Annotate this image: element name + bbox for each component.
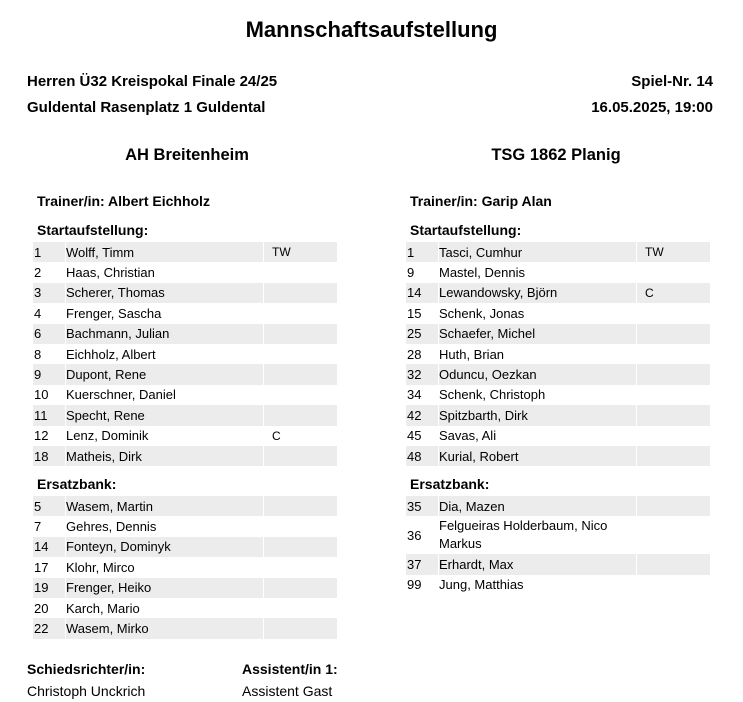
player-row bbox=[406, 262, 710, 282]
player-role bbox=[637, 575, 710, 595]
player-row bbox=[33, 446, 337, 466]
player-row bbox=[33, 385, 337, 405]
player-name: Klohr, Mirco bbox=[66, 557, 263, 577]
player-row bbox=[33, 303, 337, 323]
player-role bbox=[264, 385, 337, 405]
away-starting-label: Startaufstellung: bbox=[410, 222, 522, 238]
player-role bbox=[637, 324, 710, 344]
player-row bbox=[33, 283, 337, 303]
player-name: Haas, Christian bbox=[66, 262, 263, 282]
player-name: Fonteyn, Dominyk bbox=[66, 537, 263, 557]
player-row bbox=[33, 598, 337, 618]
match-datetime: 16.05.2025, 19:00 bbox=[591, 99, 713, 116]
player-number: 34 bbox=[406, 385, 438, 405]
player-name: Erhardt, Max bbox=[439, 554, 636, 574]
player-role bbox=[264, 364, 337, 384]
player-role bbox=[264, 516, 337, 536]
player-number: 7 bbox=[33, 516, 65, 536]
player-name: Matheis, Dirk bbox=[66, 446, 263, 466]
player-number: 2 bbox=[33, 262, 65, 282]
player-role: C bbox=[637, 283, 710, 303]
home-starting-table bbox=[33, 242, 337, 466]
player-number: 99 bbox=[406, 575, 438, 595]
player-role bbox=[264, 618, 337, 638]
player-row bbox=[406, 364, 710, 384]
player-row bbox=[33, 557, 337, 577]
player-name: Karch, Mario bbox=[66, 598, 263, 618]
player-row bbox=[406, 324, 710, 344]
player-number: 10 bbox=[33, 385, 65, 405]
player-role bbox=[264, 578, 337, 598]
player-role bbox=[637, 344, 710, 364]
player-role bbox=[637, 426, 710, 446]
page-title: Mannschaftsaufstellung bbox=[245, 17, 498, 42]
player-role: TW bbox=[637, 242, 710, 262]
player-number: 1 bbox=[33, 242, 65, 262]
away-trainer: Trainer/in: Garip Alan bbox=[410, 193, 552, 209]
player-row bbox=[33, 405, 337, 425]
player-number: 6 bbox=[33, 324, 65, 344]
player-role bbox=[637, 446, 710, 466]
player-number: 12 bbox=[33, 426, 65, 446]
player-name: Spitzbarth, Dirk bbox=[439, 405, 636, 425]
player-name: Oduncu, Oezkan bbox=[439, 364, 636, 384]
player-row bbox=[406, 496, 710, 516]
player-number: 4 bbox=[33, 303, 65, 323]
home-trainer: Trainer/in: Albert Eichholz bbox=[37, 193, 210, 209]
player-name: Schenk, Jonas bbox=[439, 303, 636, 323]
player-number: 20 bbox=[33, 598, 65, 618]
player-role: C bbox=[264, 426, 337, 446]
referee-label: Schiedsrichter/in: bbox=[27, 661, 146, 677]
player-row bbox=[33, 618, 337, 638]
player-role bbox=[264, 496, 337, 516]
away-starting-table bbox=[406, 242, 710, 466]
player-row bbox=[406, 575, 710, 595]
player-number: 36 bbox=[406, 516, 438, 554]
player-row bbox=[406, 283, 710, 303]
player-row bbox=[33, 262, 337, 282]
player-role bbox=[637, 554, 710, 574]
player-name: Wolff, Timm bbox=[66, 242, 263, 262]
player-role bbox=[264, 344, 337, 364]
player-name: Scherer, Thomas bbox=[66, 283, 263, 303]
player-role bbox=[637, 385, 710, 405]
player-role bbox=[264, 557, 337, 577]
referee-name: Christoph Unckrich bbox=[27, 683, 146, 699]
player-row bbox=[33, 364, 337, 384]
player-number: 11 bbox=[33, 405, 65, 425]
player-number: 17 bbox=[33, 557, 65, 577]
player-name: Eichholz, Albert bbox=[66, 344, 263, 364]
player-number: 1 bbox=[406, 242, 438, 262]
away-team-name: TSG 1862 Planig bbox=[491, 146, 621, 164]
player-row bbox=[33, 324, 337, 344]
player-row bbox=[406, 242, 710, 262]
player-name: Frenger, Sascha bbox=[66, 303, 263, 323]
player-number: 28 bbox=[406, 344, 438, 364]
player-row bbox=[33, 496, 337, 516]
player-name: Felgueiras Holderbaum, Nico Markus bbox=[439, 516, 636, 554]
player-number: 5 bbox=[33, 496, 65, 516]
player-role bbox=[264, 324, 337, 344]
player-row bbox=[406, 344, 710, 364]
player-row bbox=[33, 344, 337, 364]
player-row bbox=[406, 385, 710, 405]
player-number: 19 bbox=[33, 578, 65, 598]
player-role bbox=[264, 537, 337, 557]
player-name: Frenger, Heiko bbox=[66, 578, 263, 598]
player-number: 25 bbox=[406, 324, 438, 344]
away-bench-table bbox=[406, 496, 710, 595]
player-name: Mastel, Dennis bbox=[439, 262, 636, 282]
home-team-name: AH Breitenheim bbox=[125, 146, 249, 164]
player-name: Schenk, Christoph bbox=[439, 385, 636, 405]
player-row bbox=[406, 516, 710, 554]
player-role bbox=[637, 496, 710, 516]
player-name: Bachmann, Julian bbox=[66, 324, 263, 344]
player-number: 14 bbox=[406, 283, 438, 303]
player-role: TW bbox=[264, 242, 337, 262]
game-number: Spiel-Nr. 14 bbox=[631, 73, 713, 90]
player-name: Jung, Matthias bbox=[439, 575, 636, 595]
player-role bbox=[264, 405, 337, 425]
player-number: 32 bbox=[406, 364, 438, 384]
player-row bbox=[33, 426, 337, 446]
player-role bbox=[264, 446, 337, 466]
assistant-label: Assistent/in 1: bbox=[242, 661, 338, 677]
player-role bbox=[637, 262, 710, 282]
player-row bbox=[406, 303, 710, 323]
player-number: 22 bbox=[33, 618, 65, 638]
player-name: Wasem, Mirko bbox=[66, 618, 263, 638]
away-bench-label: Ersatzbank: bbox=[410, 476, 490, 492]
player-role bbox=[264, 303, 337, 323]
venue: Guldental Rasenplatz 1 Guldental bbox=[27, 99, 266, 116]
player-role bbox=[264, 283, 337, 303]
player-number: 8 bbox=[33, 344, 65, 364]
home-bench-label: Ersatzbank: bbox=[37, 476, 117, 492]
player-row bbox=[406, 405, 710, 425]
player-role bbox=[264, 598, 337, 618]
player-row bbox=[33, 516, 337, 536]
player-role bbox=[637, 516, 710, 554]
player-role bbox=[264, 262, 337, 282]
player-number: 14 bbox=[33, 537, 65, 557]
competition-name: Herren Ü32 Kreispokal Finale 24/25 bbox=[27, 73, 278, 90]
player-name: Wasem, Martin bbox=[66, 496, 263, 516]
player-name: Savas, Ali bbox=[439, 426, 636, 446]
player-number: 9 bbox=[406, 262, 438, 282]
player-name: Specht, Rene bbox=[66, 405, 263, 425]
player-name: Dia, Mazen bbox=[439, 496, 636, 516]
player-number: 3 bbox=[33, 283, 65, 303]
player-name: Kurial, Robert bbox=[439, 446, 636, 466]
player-name: Lewandowsky, Björn bbox=[439, 283, 636, 303]
player-row bbox=[33, 578, 337, 598]
player-number: 15 bbox=[406, 303, 438, 323]
player-name: Schaefer, Michel bbox=[439, 324, 636, 344]
player-number: 9 bbox=[33, 364, 65, 384]
player-number: 48 bbox=[406, 446, 438, 466]
player-row bbox=[406, 554, 710, 574]
player-name: Kuerschner, Daniel bbox=[66, 385, 263, 405]
player-role bbox=[637, 303, 710, 323]
player-number: 35 bbox=[406, 496, 438, 516]
player-row bbox=[406, 426, 710, 446]
player-name: Lenz, Dominik bbox=[66, 426, 263, 446]
player-name: Tasci, Cumhur bbox=[439, 242, 636, 262]
player-row bbox=[33, 537, 337, 557]
player-name: Gehres, Dennis bbox=[66, 516, 263, 536]
player-number: 37 bbox=[406, 554, 438, 574]
home-bench-table bbox=[33, 496, 337, 639]
player-row bbox=[406, 446, 710, 466]
player-number: 18 bbox=[33, 446, 65, 466]
player-number: 42 bbox=[406, 405, 438, 425]
player-name: Huth, Brian bbox=[439, 344, 636, 364]
player-name: Dupont, Rene bbox=[66, 364, 263, 384]
player-number: 45 bbox=[406, 426, 438, 446]
home-starting-label: Startaufstellung: bbox=[37, 222, 149, 238]
assistant-name: Assistent Gast bbox=[242, 683, 333, 699]
player-role bbox=[637, 405, 710, 425]
player-row bbox=[33, 242, 337, 262]
player-role bbox=[637, 364, 710, 384]
